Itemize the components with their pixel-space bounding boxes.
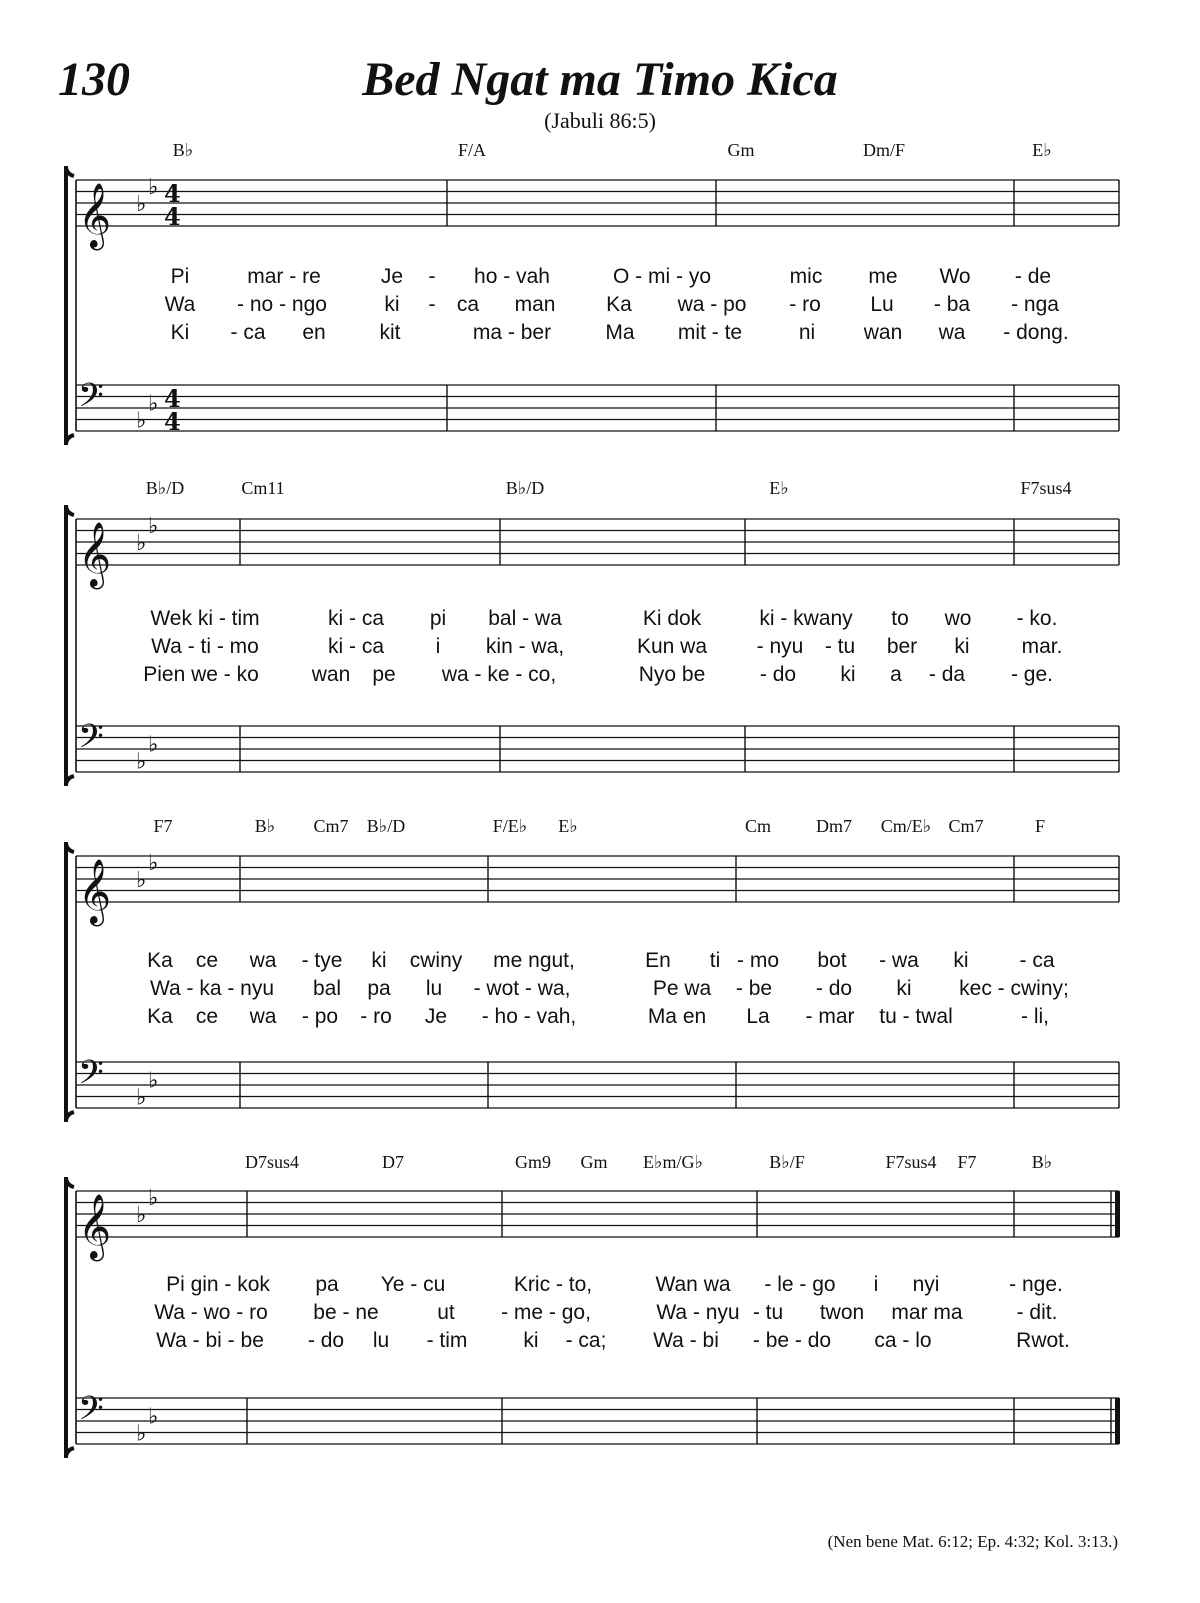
lyric-syllable: - be - do — [752, 1329, 832, 1352]
lyric-syllable: - mar — [805, 1005, 855, 1028]
lyric-syllable: - tu — [752, 1301, 784, 1324]
chord-symbol: F7 — [957, 1152, 977, 1172]
chord-symbol: D7sus4 — [244, 1152, 300, 1172]
flat-sign: ♭ — [148, 1404, 159, 1430]
system-bracket — [66, 166, 74, 445]
flat-sign: ♭ — [148, 1185, 159, 1211]
lyric-syllable: ki - ca — [327, 607, 385, 630]
flat-sign: ♭ — [136, 408, 147, 434]
chord-symbol: B♭/F — [769, 1152, 805, 1172]
lyric-syllable: me ngut, — [493, 949, 575, 972]
lyric-syllable: - ge. — [1010, 663, 1054, 686]
chord-symbol: B♭/D — [145, 478, 185, 498]
lyric-syllable: ki - kwany — [759, 607, 853, 630]
final-barline-thick — [1115, 1191, 1120, 1237]
lyric-syllable: Ka — [606, 293, 632, 316]
lyric-syllable: wa — [938, 321, 966, 344]
lyric-syllable: ber — [886, 635, 918, 658]
chord-symbol: B♭ — [254, 816, 276, 836]
lyric-syllable: me — [868, 265, 898, 288]
lyric-syllable: ki — [840, 663, 856, 686]
lyric-syllable: kit — [379, 321, 401, 344]
flat-sign: ♭ — [136, 1085, 147, 1111]
system-bracket — [66, 842, 74, 1122]
lyric-syllable: - nge. — [1009, 1273, 1063, 1296]
lyric-syllable: Ma en — [647, 1005, 707, 1028]
lyric-syllable: bal — [312, 977, 342, 1000]
lyric-syllable: ca — [456, 293, 480, 316]
lyric-syllable: - tim — [426, 1329, 468, 1352]
lyric-syllable: - ca — [230, 321, 266, 344]
lyric-syllable: Wa - ti - mo — [151, 635, 259, 658]
chord-symbol: Gm9 — [515, 1152, 551, 1172]
chord-symbol: E♭ — [558, 816, 578, 836]
lyric-syllable: pe — [372, 663, 396, 686]
chord-symbol: Gm — [580, 1152, 608, 1172]
lyric-syllable: man — [514, 293, 556, 316]
chord-symbol: Cm7 — [313, 816, 349, 836]
flat-sign: ♭ — [148, 513, 159, 539]
lyric-syllable: Wa - nyu — [656, 1301, 740, 1324]
lyric-syllable: Wek ki - tim — [150, 607, 260, 630]
song-number: 130 — [58, 53, 130, 106]
lyric-syllable: wo — [944, 607, 972, 630]
flat-sign: ♭ — [136, 868, 147, 893]
chord-symbol: Cm/E♭ — [880, 816, 932, 836]
flat-sign: ♭ — [148, 1068, 159, 1094]
lyric-syllable: nyi — [912, 1273, 940, 1296]
lyric-syllable: pi — [429, 607, 447, 630]
flat-sign: ♭ — [136, 192, 147, 217]
lyric-syllable: kec - cwiny; — [959, 977, 1069, 1000]
treble-clef: 𝄞 — [78, 183, 112, 248]
lyric-syllable: Je — [380, 265, 404, 288]
chord-symbol: Cm7 — [948, 816, 984, 836]
lyric-syllable: Wa - wo - ro — [154, 1301, 268, 1324]
lyric-syllable: - ca; — [565, 1329, 607, 1352]
lyric-syllable: wan — [863, 321, 903, 344]
treble-clef: 𝄞 — [78, 859, 112, 924]
lyric-syllable: a — [890, 663, 902, 686]
lyric-syllable: - — [428, 265, 436, 288]
bass-clef: 𝄢 — [78, 1054, 104, 1100]
flat-sign: ♭ — [136, 1421, 147, 1447]
lyric-syllable: - li, — [1021, 1005, 1049, 1028]
chord-symbol: Cm — [744, 816, 772, 836]
lyric-syllable: ni — [798, 321, 816, 344]
lyric-syllable: - be — [735, 977, 773, 1000]
lyric-syllable: cwiny — [409, 949, 463, 972]
lyric-syllable: tu - twal — [879, 1005, 953, 1028]
lyric-syllable: Wan wa — [655, 1273, 731, 1296]
chord-symbol: B♭/D — [366, 816, 406, 836]
chord-symbol: F/E♭ — [492, 816, 528, 836]
lyric-syllable: - — [428, 293, 436, 316]
chord-symbol: B♭ — [1031, 1152, 1053, 1172]
flat-sign: ♭ — [148, 391, 159, 417]
cross-references: (Nen bene Mat. 6:12; Ep. 4:32; Kol. 3:13.) — [827, 1532, 1118, 1551]
lyric-syllable: Wa - ka - nyu — [149, 977, 275, 1000]
lyric-syllable: - da — [928, 663, 966, 686]
lyric-syllable: En — [645, 949, 671, 972]
lyric-syllable: ho - vah — [474, 265, 550, 288]
lyric-syllable: i — [435, 635, 441, 658]
lyric-syllable: Nyo be — [638, 663, 706, 686]
lyric-syllable: Ka — [147, 1005, 173, 1028]
system-bracket — [66, 1177, 74, 1458]
lyric-syllable: - mo — [737, 949, 779, 972]
lyric-syllable: - dit. — [1016, 1301, 1058, 1324]
flat-sign: ♭ — [148, 174, 159, 200]
lyric-syllable: Pien we - ko — [143, 663, 259, 686]
lyric-syllable: - de — [1014, 265, 1052, 288]
lyric-syllable: wa — [249, 949, 277, 972]
lyric-syllable: ki — [954, 635, 970, 658]
flat-sign: ♭ — [136, 749, 147, 775]
lyric-syllable: mar ma — [891, 1301, 963, 1324]
lyric-syllable: Pi — [170, 265, 190, 288]
final-barline-thick — [1115, 1398, 1120, 1444]
time-signature: 4 — [164, 384, 181, 413]
chord-symbol: F7sus4 — [885, 1152, 937, 1172]
bass-clef: 𝄢 — [78, 377, 104, 423]
lyric-syllable: en — [302, 321, 326, 344]
lyric-syllable: Je — [424, 1005, 448, 1028]
chord-symbol: F7 — [153, 816, 173, 836]
lyric-syllable: ca - lo — [874, 1329, 932, 1352]
lyric-syllable: mar - re — [247, 265, 321, 288]
lyric-syllable: ce — [195, 1005, 219, 1028]
lyric-syllable: lu — [372, 1329, 390, 1352]
lyric-syllable: Kun wa — [636, 635, 708, 658]
lyric-syllable: - wa — [879, 949, 919, 972]
time-signature: 4 — [164, 407, 181, 436]
lyric-syllable: Kric - to, — [513, 1273, 593, 1296]
lyric-syllable: Wo — [939, 265, 971, 288]
lyric-syllable: - ho - vah, — [481, 1005, 577, 1028]
chord-symbol: F7sus4 — [1020, 478, 1072, 498]
lyric-syllable: ki — [896, 977, 912, 1000]
lyric-syllable: - ro — [360, 1005, 392, 1028]
chord-symbol: B♭/D — [505, 478, 545, 498]
lyric-syllable: - do — [815, 977, 853, 1000]
lyric-syllable: ma - ber — [472, 321, 552, 344]
lyric-syllable: - no - ngo — [237, 293, 327, 316]
lyric-syllable: - tye — [301, 949, 343, 972]
lyric-syllable: twon — [819, 1301, 865, 1324]
lyric-syllable: - wot - wa, — [473, 977, 571, 1000]
lyric-syllable: - me - go, — [501, 1301, 591, 1324]
chord-symbol: F/A — [457, 140, 487, 160]
lyric-syllable: ki - ca — [327, 635, 385, 658]
lyric-syllable: Ma — [605, 321, 635, 344]
lyric-syllable: wa — [249, 1005, 277, 1028]
lyric-syllable: be - ne — [313, 1301, 379, 1324]
lyric-syllable: lu — [425, 977, 443, 1000]
chord-symbol: B♭ — [172, 140, 194, 160]
lyric-syllable: - tu — [824, 635, 856, 658]
lyric-syllable: ti — [709, 949, 721, 972]
bass-clef: 𝄢 — [78, 1390, 104, 1436]
lyric-syllable: Ye - cu — [380, 1273, 446, 1296]
lyric-syllable: kin - wa, — [485, 635, 565, 658]
lyric-syllable: Lu — [870, 293, 894, 316]
lyric-syllable: ce — [195, 949, 219, 972]
lyric-syllable: - ro — [789, 293, 821, 316]
lyric-syllable: mic — [789, 265, 823, 288]
chord-symbol: Cm11 — [241, 478, 285, 498]
bass-clef: 𝄢 — [78, 718, 104, 764]
lyric-syllable: ki — [523, 1329, 539, 1352]
lyric-syllable: - ca — [1019, 949, 1055, 972]
lyric-syllable: ki — [384, 293, 400, 316]
lyric-syllable: Wa — [164, 293, 196, 316]
treble-clef: 𝄞 — [78, 1194, 112, 1259]
system-bracket — [66, 505, 74, 786]
lyric-syllable: ut — [437, 1301, 455, 1324]
flat-sign: ♭ — [148, 850, 159, 876]
chord-symbol: F — [1034, 816, 1046, 836]
time-signature: 4 — [164, 202, 181, 231]
lyric-syllable: - nyu — [756, 635, 804, 658]
lyric-syllable: - dong. — [1003, 321, 1069, 344]
chord-symbol: Dm7 — [816, 816, 852, 836]
lyric-syllable: - do — [307, 1329, 345, 1352]
lyric-syllable: - do — [759, 663, 797, 686]
time-signature: 4 — [164, 179, 181, 208]
chord-symbol: E♭ — [769, 478, 789, 498]
scripture-reference: (Jabuli 86:5) — [544, 108, 656, 133]
lyric-syllable: to — [891, 607, 909, 630]
lyric-syllable: - po — [301, 1005, 339, 1028]
flat-sign: ♭ — [136, 531, 147, 556]
lyric-syllable: La — [746, 1005, 770, 1028]
lyric-syllable: - ba — [933, 293, 971, 316]
lyric-syllable: ki — [953, 949, 969, 972]
lyric-syllable: Wa - bi - be — [156, 1329, 264, 1352]
lyric-syllable: mar. — [1021, 635, 1063, 658]
lyric-syllable: - ko. — [1016, 607, 1058, 630]
lyric-syllable: Ki dok — [642, 607, 702, 630]
lyric-syllable: pa — [315, 1273, 339, 1296]
flat-sign: ♭ — [148, 732, 159, 758]
lyric-syllable: - nga — [1011, 293, 1059, 316]
lyric-syllable: Pe wa — [652, 977, 712, 1000]
lyric-syllable: bot — [817, 949, 847, 972]
lyric-syllable: Ka — [147, 949, 173, 972]
treble-clef: 𝄞 — [78, 522, 112, 587]
lyric-syllable: mit - te — [677, 321, 743, 344]
lyric-syllable: wan — [311, 663, 351, 686]
chord-symbol: D7 — [382, 1152, 404, 1172]
lyric-syllable: Wa - bi — [653, 1329, 719, 1352]
lyric-syllable: wa - ke - co, — [441, 663, 557, 686]
lyric-syllable: ki — [371, 949, 387, 972]
lyric-syllable: Pi gin - kok — [166, 1273, 270, 1296]
lyric-syllable: i — [873, 1273, 879, 1296]
lyric-syllable: pa — [367, 977, 391, 1000]
lyric-syllable: wa - po — [677, 293, 747, 316]
chord-symbol: E♭ — [1032, 140, 1052, 160]
flat-sign: ♭ — [136, 1203, 147, 1228]
lyric-syllable: O - mi - yo — [613, 265, 711, 288]
song-title: Bed Ngat ma Timo Kica — [362, 53, 838, 106]
chord-symbol: E♭m/G♭ — [643, 1152, 703, 1172]
lyric-syllable: - le - go — [764, 1273, 836, 1296]
chord-symbol: Dm/F — [862, 140, 906, 160]
chord-symbol: Gm — [727, 140, 755, 160]
lyric-syllable: bal - wa — [488, 607, 562, 630]
lyric-syllable: Ki — [170, 321, 190, 344]
lyric-syllable: Rwot. — [1016, 1329, 1070, 1352]
